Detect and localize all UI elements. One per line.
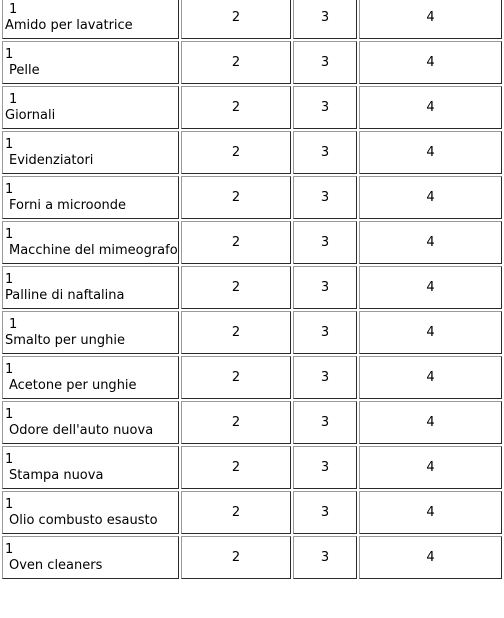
table-row <box>2 401 502 444</box>
rating-option-2: 2 <box>181 266 291 309</box>
rating-option-1: 1 <box>5 136 14 152</box>
rating-option-3: 3 <box>293 86 357 129</box>
rating-option-2: 2 <box>181 401 291 444</box>
item-label: Amido per lavatrice <box>5 17 133 33</box>
rating-option-3: 3 <box>293 311 357 354</box>
table-row <box>2 41 502 84</box>
rating-option-4: 4 <box>359 176 502 219</box>
rating-option-1: 1 <box>5 451 14 467</box>
table-row <box>2 356 502 399</box>
item-label: Smalto per unghie <box>5 332 125 348</box>
table-row <box>2 221 502 264</box>
rating-option-2: 2 <box>181 356 291 399</box>
table-row <box>2 266 502 309</box>
item-cell <box>2 536 179 579</box>
item-cell <box>2 41 179 84</box>
rating-option-3: 3 <box>293 491 357 534</box>
rating-option-3: 3 <box>293 446 357 489</box>
item-cell <box>2 0 179 39</box>
item-cell <box>2 266 179 309</box>
item-cell <box>2 131 179 174</box>
rating-option-1: 1 <box>5 226 14 242</box>
rating-option-4: 4 <box>359 41 502 84</box>
rating-option-1: 1 <box>9 1 18 17</box>
rating-option-1: 1 <box>5 46 14 62</box>
item-cell <box>2 221 179 264</box>
table-row <box>2 0 502 39</box>
item-cell <box>2 311 179 354</box>
item-label: Giornali <box>5 107 56 123</box>
rating-option-4: 4 <box>359 0 502 39</box>
rating-option-2: 2 <box>181 446 291 489</box>
item-label: Oven cleaners <box>9 557 103 573</box>
rating-option-3: 3 <box>293 536 357 579</box>
rating-option-2: 2 <box>181 41 291 84</box>
rating-option-3: 3 <box>293 0 357 39</box>
rating-option-1: 1 <box>5 541 14 557</box>
item-cell <box>2 491 179 534</box>
rating-option-1: 1 <box>5 271 14 287</box>
rating-option-1: 1 <box>5 361 14 377</box>
rating-option-3: 3 <box>293 176 357 219</box>
item-cell <box>2 401 179 444</box>
rating-option-3: 3 <box>293 266 357 309</box>
rating-option-4: 4 <box>359 356 502 399</box>
rating-option-4: 4 <box>359 86 502 129</box>
item-label: Pelle <box>9 62 40 78</box>
rating-option-1: 1 <box>5 406 14 422</box>
table-row <box>2 131 502 174</box>
table-row <box>2 446 502 489</box>
rating-option-4: 4 <box>359 131 502 174</box>
item-cell <box>2 86 179 129</box>
table-row <box>2 176 502 219</box>
rating-option-1: 1 <box>5 496 14 512</box>
rating-option-2: 2 <box>181 221 291 264</box>
table-row <box>2 311 502 354</box>
rating-option-3: 3 <box>293 221 357 264</box>
rating-option-1: 1 <box>9 316 18 332</box>
rating-option-3: 3 <box>293 131 357 174</box>
rating-option-4: 4 <box>359 221 502 264</box>
item-label: Macchine del mimeografo <box>9 242 178 258</box>
rating-option-3: 3 <box>293 401 357 444</box>
table-row <box>2 86 502 129</box>
rating-option-4: 4 <box>359 491 502 534</box>
table-row <box>2 491 502 534</box>
item-label: Odore dell'auto nuova <box>9 422 154 438</box>
item-label: Olio combusto esausto <box>9 512 158 528</box>
rating-option-4: 4 <box>359 401 502 444</box>
rating-option-3: 3 <box>293 41 357 84</box>
rating-option-2: 2 <box>181 311 291 354</box>
rating-option-1: 1 <box>9 91 18 107</box>
rating-option-2: 2 <box>181 131 291 174</box>
rating-table-body <box>2 0 502 579</box>
table-row <box>2 536 502 579</box>
rating-option-1: 1 <box>5 181 14 197</box>
item-label: Palline di naftalina <box>5 287 125 303</box>
rating-option-4: 4 <box>359 446 502 489</box>
item-label: Stampa nuova <box>9 467 104 483</box>
rating-option-4: 4 <box>359 311 502 354</box>
item-label: Forni a microonde <box>9 197 127 213</box>
rating-option-4: 4 <box>359 266 502 309</box>
item-cell <box>2 176 179 219</box>
rating-option-2: 2 <box>181 0 291 39</box>
rating-option-3: 3 <box>293 356 357 399</box>
item-label: Acetone per unghie <box>9 377 137 393</box>
rating-option-2: 2 <box>181 86 291 129</box>
item-cell <box>2 356 179 399</box>
item-cell <box>2 446 179 489</box>
rating-option-4: 4 <box>359 536 502 579</box>
rating-option-2: 2 <box>181 536 291 579</box>
rating-option-2: 2 <box>181 176 291 219</box>
item-label: Evidenziatori <box>9 152 94 168</box>
rating-option-2: 2 <box>181 491 291 534</box>
